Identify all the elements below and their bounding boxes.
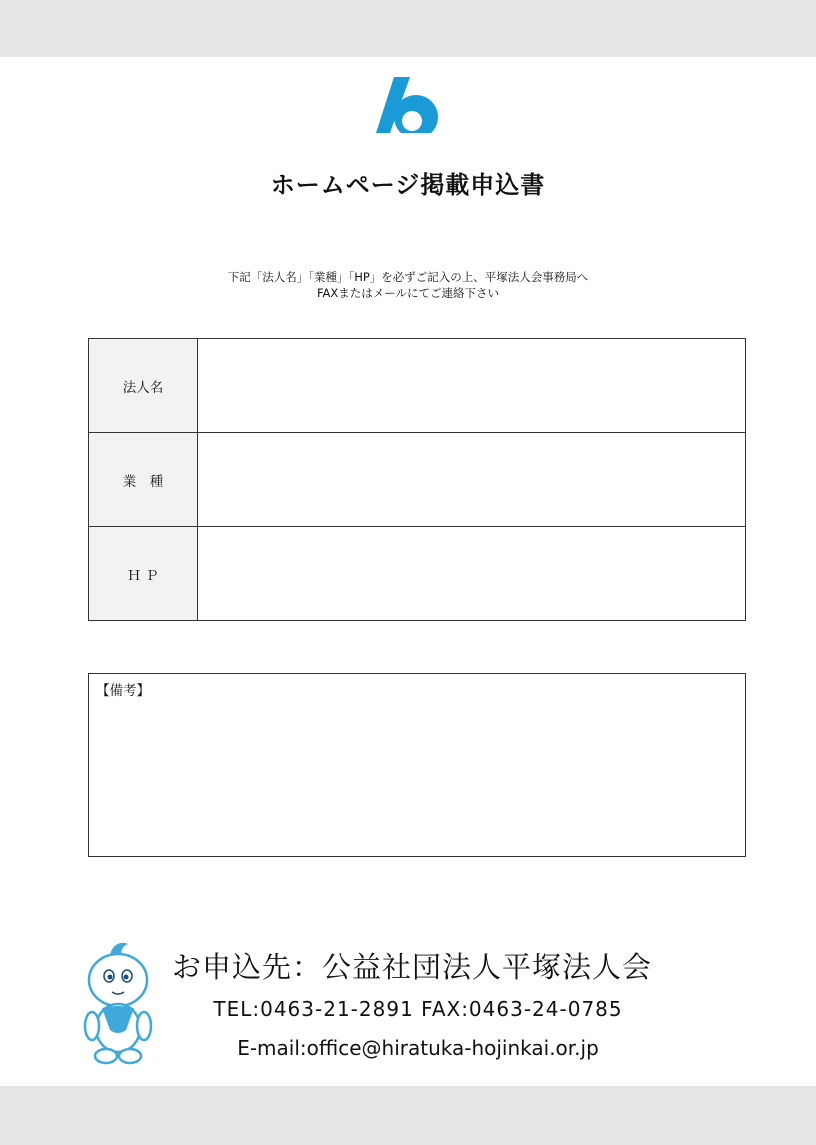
field-label-company-name: 法人名 (89, 339, 198, 433)
remarks-label: 【備考】 (96, 683, 150, 699)
remarks-box[interactable] (88, 673, 746, 857)
instructions-line-1: 下記「法人名」「業種」「HP」を必ずご記入の上、平塚法人会事務局へ (227, 270, 589, 284)
contact-title: お申込先：公益社団法人平塚法人会 (172, 950, 653, 984)
application-form-page (0, 57, 816, 1086)
field-label-homepage: Ｈ Ｐ (89, 527, 198, 621)
contact-tel-fax: TEL:0463-21-2891 FAX:0463-24-0785 (213, 997, 623, 1021)
field-row-company-name (89, 339, 746, 433)
form-title: ホームページ掲載申込書 (270, 171, 546, 199)
contact-email[interactable]: E-mail:office@hiratuka-hojinkai.or.jp (237, 1036, 599, 1060)
field-value-homepage[interactable] (198, 527, 746, 621)
field-label-industry: 業 種 (89, 433, 198, 527)
application-fields-table (88, 338, 746, 621)
organization-logo-icon (372, 77, 444, 135)
field-value-company-name[interactable] (198, 339, 746, 433)
field-row-industry (89, 433, 746, 527)
instructions-line-2: FAXまたはメールにてご連絡下さい (316, 286, 500, 300)
field-row-homepage (89, 527, 746, 621)
form-instructions (0, 269, 816, 301)
field-value-industry[interactable] (198, 433, 746, 527)
